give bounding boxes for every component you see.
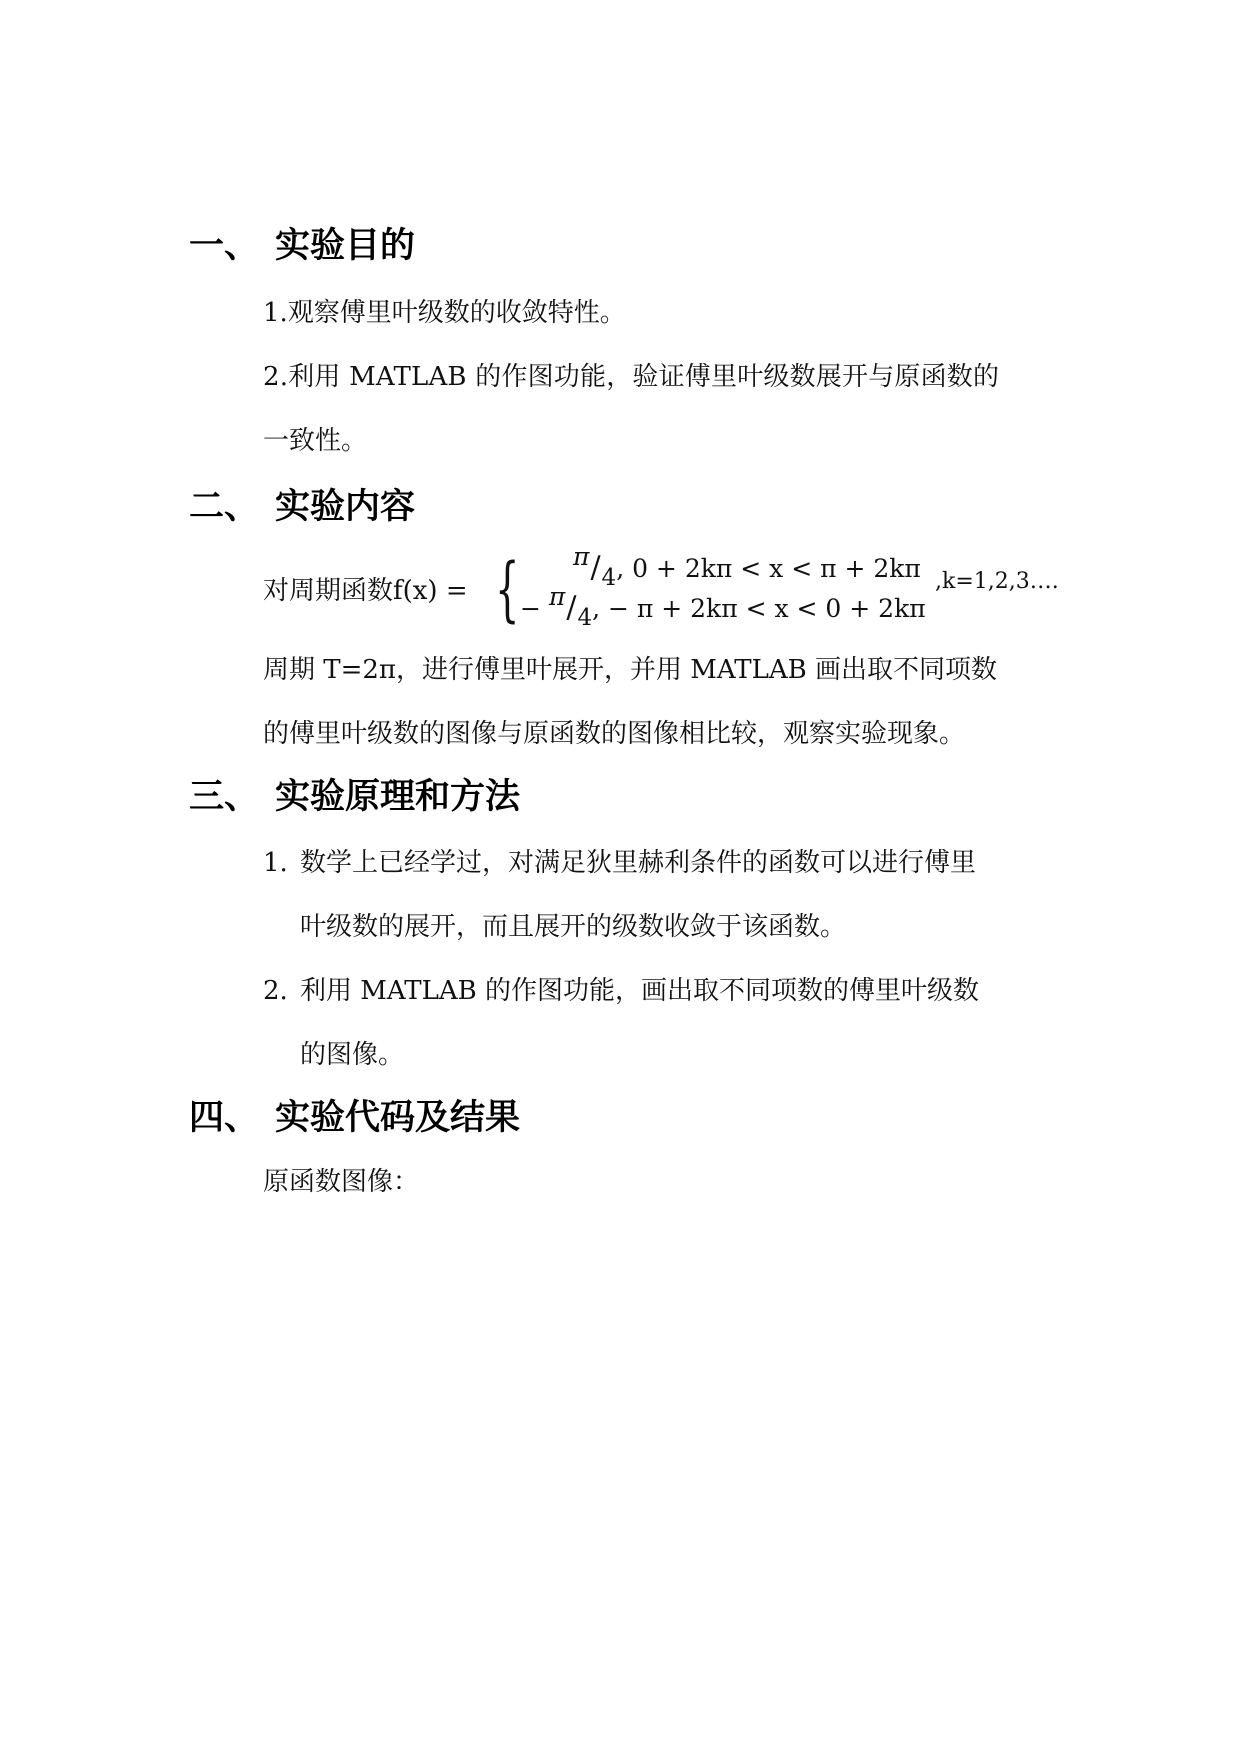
section-2-number: 二、 (189, 487, 260, 527)
list-item-2-number: 2. (263, 976, 288, 1006)
list-item-2-line-2: 的图像。 (300, 1040, 405, 1070)
section-4-heading (189, 1096, 520, 1140)
section-3-heading (189, 775, 520, 819)
case-2-denominator: 4 (577, 605, 593, 631)
case-2-numerator: π (548, 582, 566, 611)
section-2-title: 实验内容 (275, 487, 416, 527)
section-4-paragraph-line-1: 原函数图像： (263, 1167, 420, 1197)
case-2-fraction-slash: / (566, 590, 577, 625)
section-1-title: 实验目的 (275, 226, 416, 266)
piecewise-function-formula (263, 542, 1063, 633)
list-item-1-line-1: 数学上已经学过，对满足狄里赫利条件的函数可以进行傅里 (300, 848, 977, 878)
section-4-title: 实验代码及结果 (275, 1098, 521, 1138)
formula-case-2 (520, 582, 926, 631)
section-1-paragraph-line-1: 1.观察傅里叶级数的收敛特性。 (263, 298, 626, 328)
case-1-denominator: 4 (601, 565, 617, 591)
section-1-heading (189, 224, 415, 268)
section-1-paragraph-line-2: 2.利用 MATLAB 的作图功能，验证傅里叶级数展开与原函数的 (263, 362, 1000, 392)
section-2-heading (189, 485, 415, 529)
case-1-condition: , 0 + 2kπ < x < π + 2kπ (616, 554, 921, 583)
section-1-paragraph-line-3: 一致性。 (263, 426, 368, 456)
formula-brace: { (495, 548, 520, 630)
case-1-fraction-slash: / (590, 550, 601, 585)
section-2-paragraph-line-2: 周期 T=2π，进行傅里叶展开，并用 MATLAB 画出取不同项数 (263, 655, 998, 685)
section-3-title: 实验原理和方法 (275, 777, 521, 817)
case-2-condition: , − π + 2kπ < x < 0 + 2kπ (592, 594, 926, 623)
section-2-paragraph-line-3: 的傅里叶级数的图像与原函数的图像相比较，观察实验现象。 (263, 719, 966, 749)
list-item-2-line-1: 利用 MATLAB 的作图功能，画出取不同项数的傅里叶级数 (300, 976, 979, 1006)
case-2-minus: − (520, 594, 549, 623)
section-4-number: 四、 (189, 1098, 260, 1138)
section-1-number: 一、 (189, 226, 260, 266)
formula-lead-text: 对周期函数f(x) = (263, 576, 468, 606)
list-item-1-line-2: 叶级数的展开，而且展开的级数收敛于该函数。 (300, 912, 847, 942)
list-item-1-number: 1. (263, 848, 288, 878)
formula-k-values: ,k=1,2,3…. (935, 569, 1059, 594)
case-1-numerator: π (573, 542, 590, 571)
formula-case-1 (573, 542, 921, 591)
section-3-number: 三、 (189, 777, 260, 817)
